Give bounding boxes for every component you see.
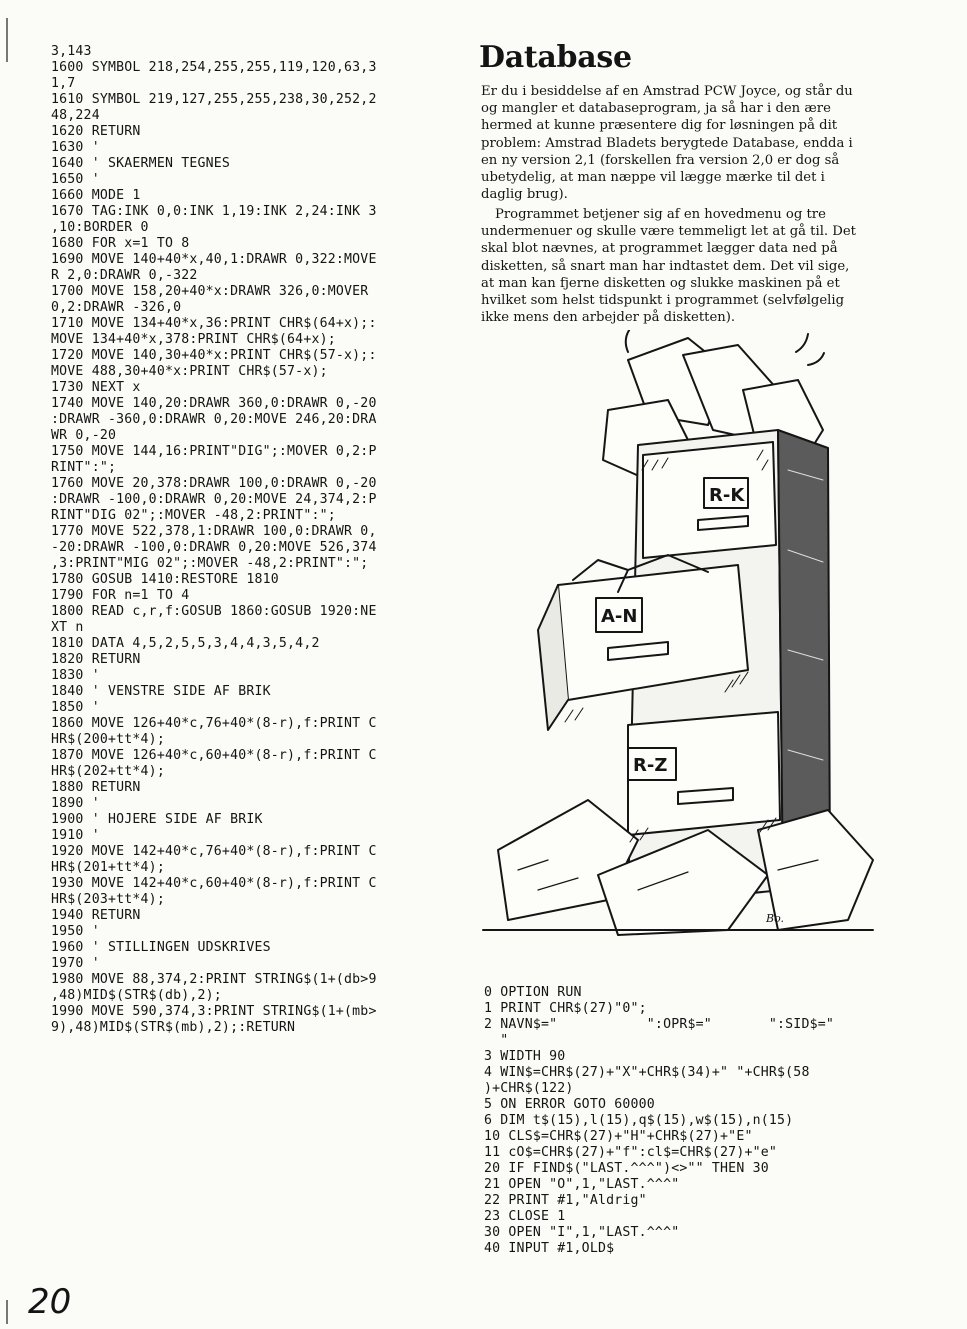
code-line: 1830 '	[51, 668, 100, 683]
code-line: 1870 MOVE 126+40*c,60+40*(8-r),f:PRINT C	[51, 748, 377, 763]
code-line: MOVE 134+40*x,378:PRINT CHR$(64+x);	[51, 332, 336, 347]
code-line: 1900 ' HOJERE SIDE AF BRIK	[51, 812, 263, 827]
code-line: :DRAWR -100,0:DRAWR 0,20:MOVE 24,374,2:P	[51, 492, 377, 507]
code-line: WR 0,-20	[51, 428, 117, 443]
code-line: 1740 MOVE 140,20:DRAWR 360,0:DRAWR 0,-20	[51, 396, 377, 411]
code-line: :DRAWR -360,0:DRAWR 0,20:MOVE 246,20:DRA	[51, 412, 377, 427]
code-line: 1640 ' SKAERMEN TEGNES	[51, 156, 231, 171]
code-line: 1950 '	[51, 924, 100, 939]
code-line: 1750 MOVE 144,16:PRINT"DIG";:MOVER 0,2:P	[51, 444, 377, 459]
article-paragraph-1: Er du i besiddelse af en Amstrad PCW Joyce, og står du og mangler et databaseprogram, ja så har i den ære hermed at kunne præsentere dig for løsningen på dit problem: Amstrad Bladets berygtede Database, endda i en ny version 2,1 (forskellen fra version 2,0 er dog så ubetydelig, at man næppe vil lægge mærke til det i daglig brug).	[481, 84, 853, 203]
code-line: 1620 RETURN	[51, 124, 141, 139]
code-line: 3 WIDTH 90	[484, 1049, 566, 1064]
binding-edge-mark	[6, 1300, 8, 1324]
code-line: 1670 TAG:INK 0,0:INK 1,19:INK 2,24:INK 3	[51, 204, 377, 219]
code-line: ,10:BORDER 0	[51, 220, 149, 235]
code-line: ,3:PRINT"MIG 02";:MOVER -48,2:PRINT":";	[51, 556, 369, 571]
code-line: 1780 GOSUB 1410:RESTORE 1810	[51, 572, 279, 587]
code-line: 1840 ' VENSTRE SIDE AF BRIK	[51, 684, 271, 699]
code-line: 5 ON ERROR GOTO 60000	[484, 1097, 655, 1112]
code-line: HR$(203+tt*4);	[51, 892, 165, 907]
code-line: 1860 MOVE 126+40*c,76+40*(8-r),f:PRINT C	[51, 716, 377, 731]
code-line: 1650 '	[51, 172, 100, 187]
code-line: 10 CLS$=CHR$(27)+"H"+CHR$(27)+"E"	[484, 1129, 753, 1144]
code-line: 1960 ' STILLINGEN UDSKRIVES	[51, 940, 271, 955]
drawer-label-top: R-K	[709, 485, 745, 506]
basic-listing-right	[484, 985, 834, 1257]
code-line: 1910 '	[51, 828, 100, 843]
code-line: 1790 FOR n=1 TO 4	[51, 588, 190, 603]
code-line: 1660 MODE 1	[51, 188, 141, 203]
code-line: 1810 DATA 4,5,2,5,5,3,4,4,3,5,4,2	[51, 636, 320, 651]
code-line: 1850 '	[51, 700, 100, 715]
code-line: 1920 MOVE 142+40*c,76+40*(8-r),f:PRINT C	[51, 844, 377, 859]
code-line: 40 INPUT #1,OLD$	[484, 1241, 615, 1256]
binding-edge-mark	[6, 18, 8, 62]
code-line: 1600 SYMBOL 218,254,255,255,119,120,63,3	[51, 60, 377, 75]
code-line: HR$(202+tt*4);	[51, 764, 165, 779]
code-line: 2 NAVN$=" ":OPR$=" ":SID$="	[484, 1017, 835, 1032]
artist-signature: Bo.	[766, 912, 785, 925]
code-line: 30 OPEN "I",1,"LAST.^^^"	[484, 1225, 680, 1240]
code-line: 0,2:DRAWR -326,0	[51, 300, 182, 315]
code-line: MOVE 488,30+40*x:PRINT CHR$(57-x);	[51, 364, 328, 379]
code-line: RINT":";	[51, 460, 117, 475]
page-number: 20	[28, 1282, 72, 1322]
code-line: ,48)MID$(STR$(db),2);	[51, 988, 222, 1003]
code-line: 1630 '	[51, 140, 100, 155]
code-line: -20:DRAWR -100,0:DRAWR 0,20:MOVE 526,374	[51, 540, 377, 555]
code-line: 1760 MOVE 20,378:DRAWR 100,0:DRAWR 0,-20	[51, 476, 377, 491]
code-line: 20 IF FIND$("LAST.^^^")<>"" THEN 30	[484, 1161, 769, 1176]
code-line: 1880 RETURN	[51, 780, 141, 795]
code-line: 0 OPTION RUN	[484, 985, 582, 1000]
code-line: 23 CLOSE 1	[484, 1209, 566, 1224]
code-line: 1990 MOVE 590,374,3:PRINT STRING$(1+(mb>	[51, 1004, 377, 1019]
code-line: 1680 FOR x=1 TO 8	[51, 236, 190, 251]
code-line: 1890 '	[51, 796, 100, 811]
code-line: 1730 NEXT x	[51, 380, 141, 395]
code-line: 1770 MOVE 522,378,1:DRAWR 100,0:DRAWR 0,	[51, 524, 377, 539]
code-line: 1970 '	[51, 956, 100, 971]
code-line: "	[484, 1033, 509, 1048]
code-line: 6 DIM t$(15),l(15),q$(15),w$(15),n(15)	[484, 1113, 794, 1128]
code-line: 1710 MOVE 134+40*x,36:PRINT CHR$(64+x);:	[51, 316, 377, 331]
drawer-label-middle: A-N	[601, 606, 638, 627]
code-line: )+CHR$(122)	[484, 1081, 574, 1096]
code-line: 1,7	[51, 76, 76, 91]
code-line: RINT"DIG 02";:MOVER -48,2:PRINT":";	[51, 508, 336, 523]
code-line: 1940 RETURN	[51, 908, 141, 923]
code-line: 48,224	[51, 108, 100, 123]
code-line: 1610 SYMBOL 219,127,255,255,238,30,252,2	[51, 92, 377, 107]
code-line: 4 WIN$=CHR$(27)+"X"+CHR$(34)+" "+CHR$(58	[484, 1065, 810, 1080]
code-line: 1690 MOVE 140+40*x,40,1:DRAWR 0,322:MOVE	[51, 252, 377, 267]
article-paragraph-2: Programmet betjener sig af en hovedmenu og tre undermenuer og skulle være temmeligt let at gå til. Det skal blot nævnes, at programmet lægger data ned på disketten, så snart man har indtastet dem. Det vil sige, at man kan fjerne disketten og slukke maskinen på et hvilket som helst tidspunkt i programmet (selvfølgelig ikke mens den arbejder på disketten).	[481, 207, 856, 326]
code-line: 21 OPEN "O",1,"LAST.^^^"	[484, 1177, 680, 1192]
code-line: 1800 READ c,r,f:GOSUB 1860:GOSUB 1920:NE	[51, 604, 377, 619]
code-line: HR$(200+tt*4);	[51, 732, 165, 747]
code-line: HR$(201+tt*4);	[51, 860, 165, 875]
code-line: R 2,0:DRAWR 0,-322	[51, 268, 198, 283]
code-line: 1 PRINT CHR$(27)"0";	[484, 1001, 647, 1016]
code-line: 1930 MOVE 142+40*c,60+40*(8-r),f:PRINT C	[51, 876, 377, 891]
basic-listing-left	[51, 44, 377, 1036]
code-line: 1980 MOVE 88,374,2:PRINT STRING$(1+(db>9	[51, 972, 377, 987]
code-line: 1700 MOVE 158,20+40*x:DRAWR 326,0:MOVER	[51, 284, 369, 299]
code-line: 1720 MOVE 140,30+40*x:PRINT CHR$(57-x);:	[51, 348, 377, 363]
code-line: 3,143	[51, 44, 92, 59]
code-line: XT n	[51, 620, 84, 635]
code-line: 11 cO$=CHR$(27)+"f":cl$=CHR$(27)+"e"	[484, 1145, 778, 1160]
drawer-label-bottom: R-Z	[633, 755, 668, 776]
code-line: 22 PRINT #1,"Aldrig"	[484, 1193, 647, 1208]
filing-cabinet-illustration	[478, 330, 878, 950]
code-line: 9),48)MID$(STR$(mb),2);:RETURN	[51, 1020, 296, 1035]
code-line: 1820 RETURN	[51, 652, 141, 667]
article-title: Database	[479, 40, 632, 75]
